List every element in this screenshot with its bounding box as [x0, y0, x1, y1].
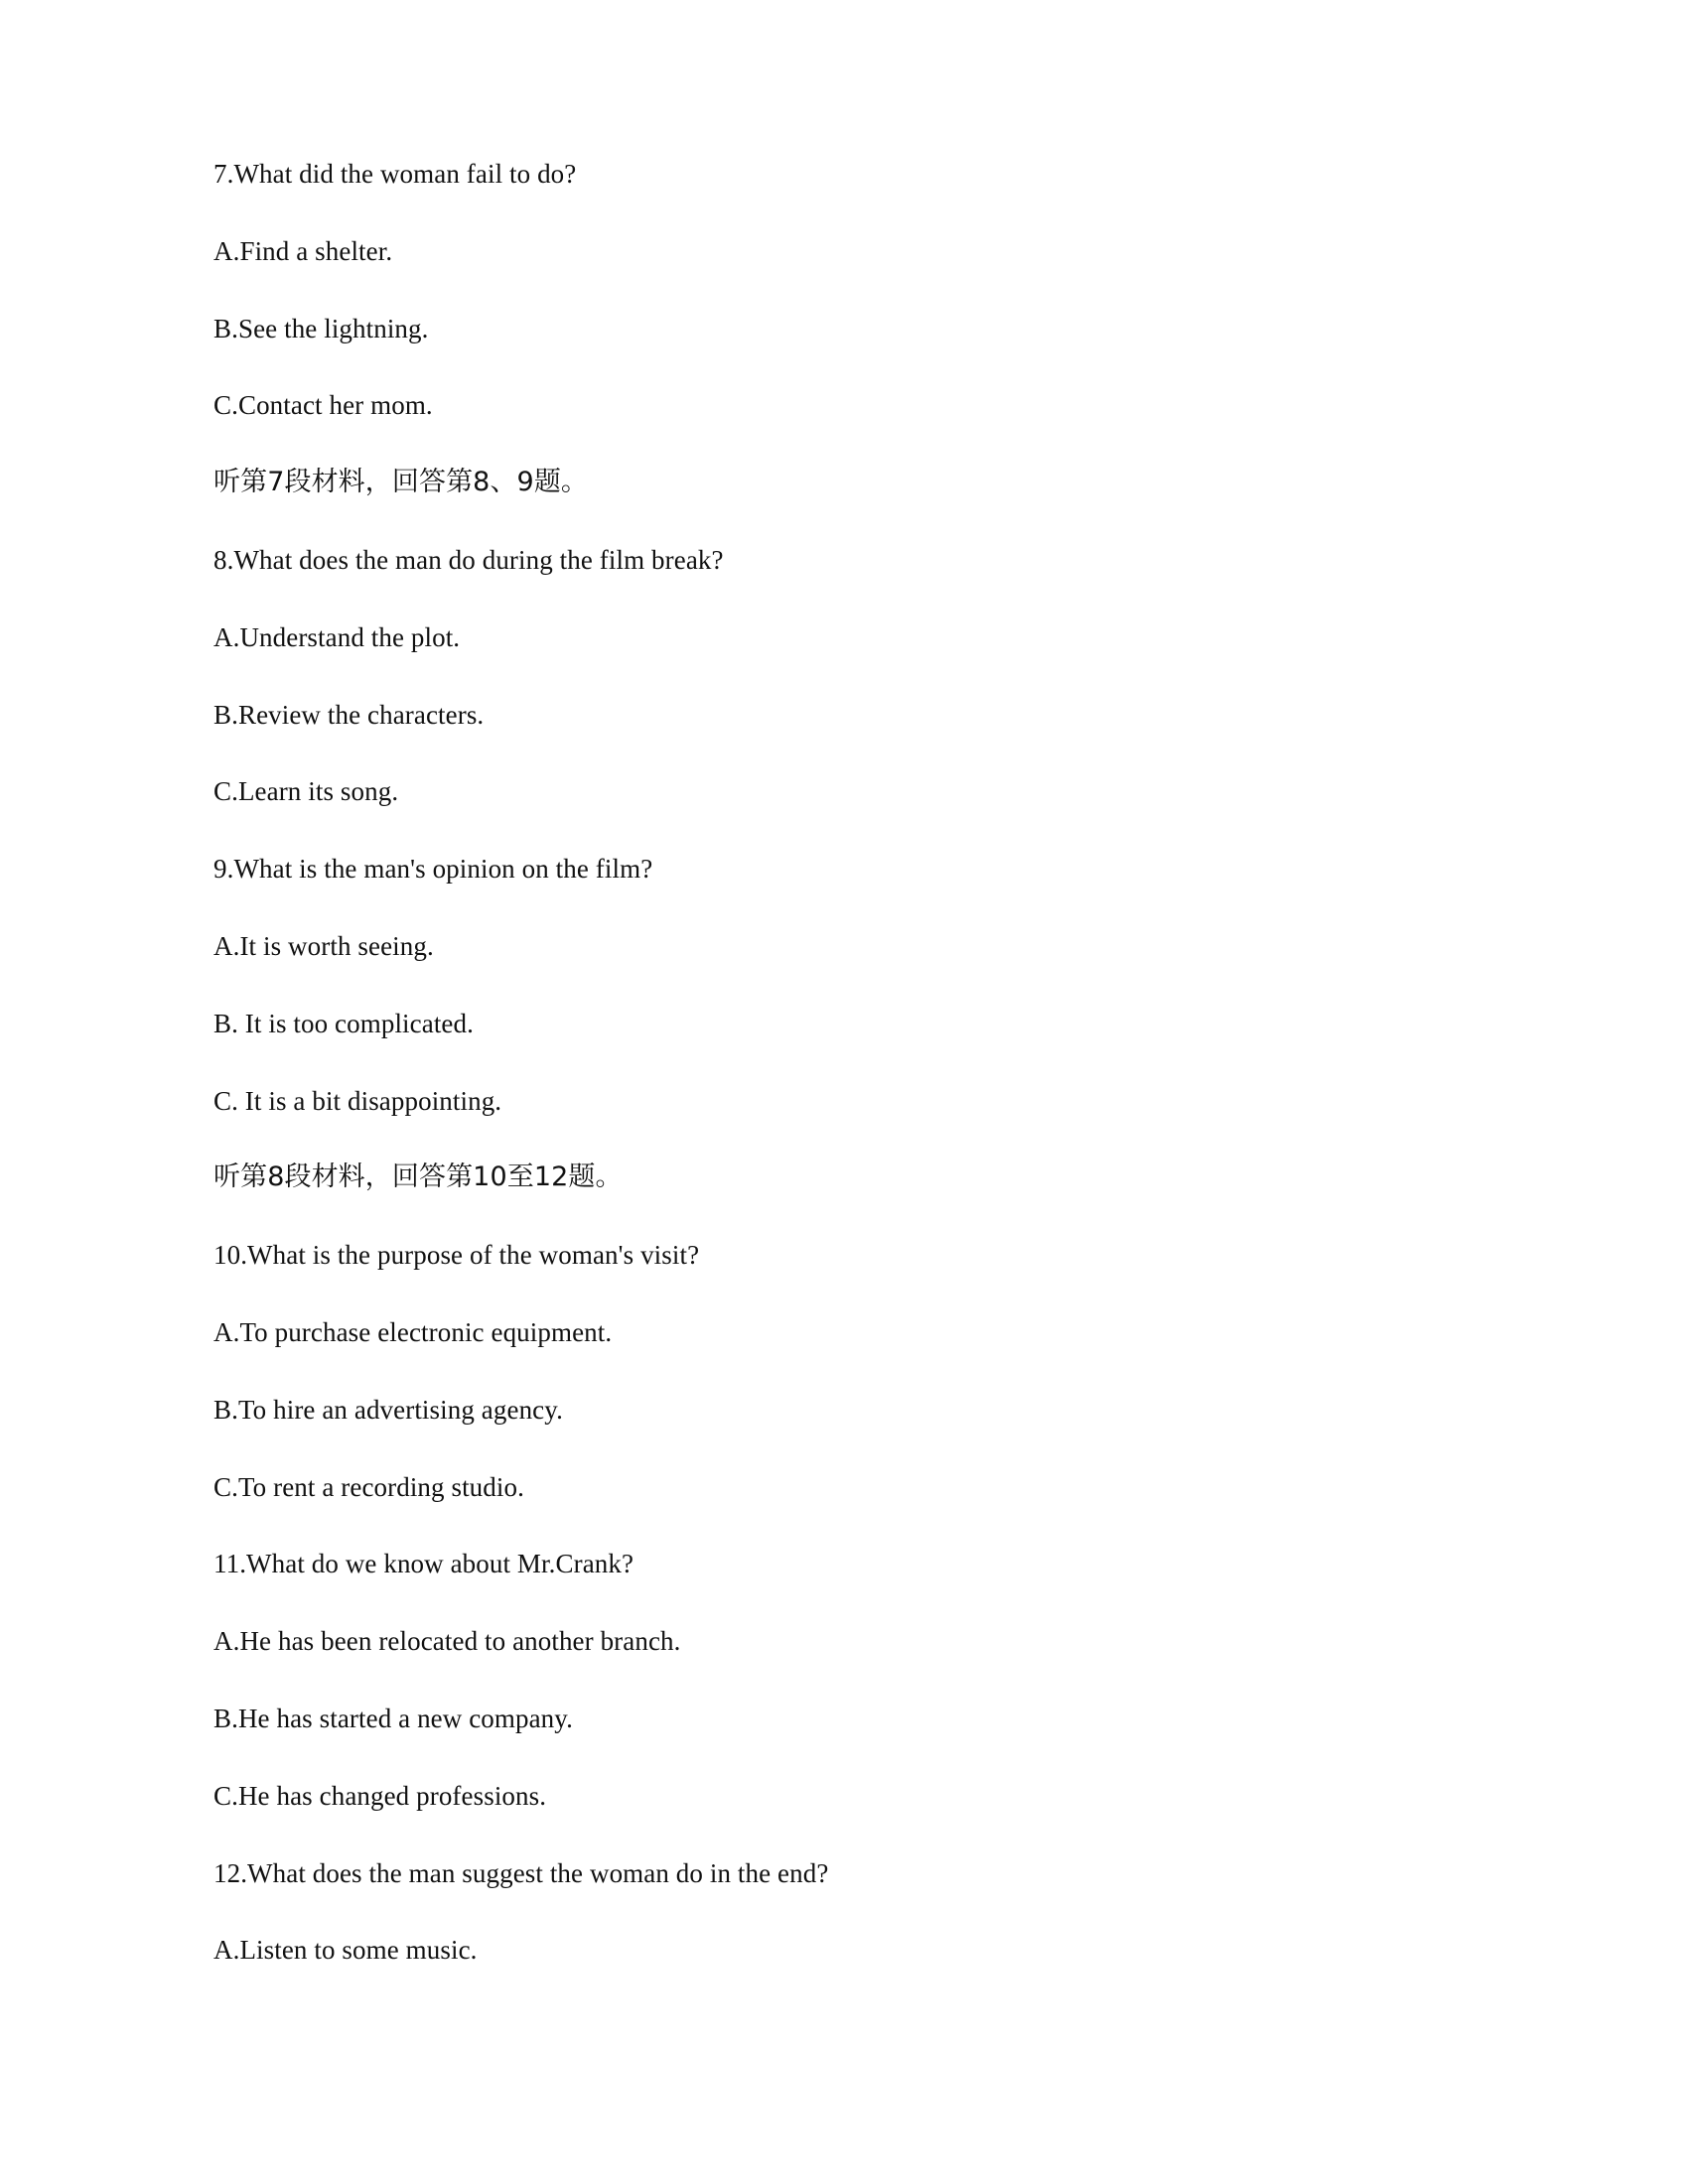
question-11: 11.What do we know about Mr.Crank? [213, 1549, 634, 1579]
option-9a: A.It is worth seeing. [213, 930, 434, 961]
option-10b: B.To hire an advertising agency. [213, 1394, 563, 1425]
option-9c: C. It is a bit disappointing. [213, 1085, 502, 1116]
option-11b: B.He has started a new company. [213, 1703, 573, 1733]
option-10c: C.To rent a recording studio. [213, 1471, 524, 1502]
question-7: 7.What did the woman fail to do? [213, 159, 577, 189]
instruction-section-8: 听第8段材料，回答第10至12题。 [213, 1161, 623, 1193]
option-11a: A.He has been relocated to another branch. [213, 1626, 681, 1657]
option-8a: A.Understand the plot. [213, 621, 461, 652]
option-7c: C.Contact her mom. [213, 390, 433, 421]
option-9b: B. It is too complicated. [213, 1008, 474, 1038]
option-7a: A.Find a shelter. [213, 235, 393, 266]
question-9: 9.What is the man's opinion on the film? [213, 854, 653, 885]
option-8b: B.Review the characters. [213, 699, 485, 730]
question-list [213, 154, 828, 2007]
instruction-section-7: 听第7段材料，回答第8、9题。 [213, 467, 589, 498]
question-10: 10.What is the purpose of the woman's visit? [213, 1240, 700, 1271]
option-7b: B.See the lightning. [213, 313, 429, 343]
option-8c: C.Learn its song. [213, 776, 399, 807]
option-12a: A.Listen to some music. [213, 1935, 478, 1966]
option-10a: A.To purchase electronic equipment. [213, 1316, 613, 1347]
question-8: 8.What does the man do during the film break? [213, 544, 724, 575]
option-11c: C.He has changed professions. [213, 1780, 547, 1811]
question-12: 12.What does the man suggest the woman do in the end? [213, 1857, 829, 1888]
